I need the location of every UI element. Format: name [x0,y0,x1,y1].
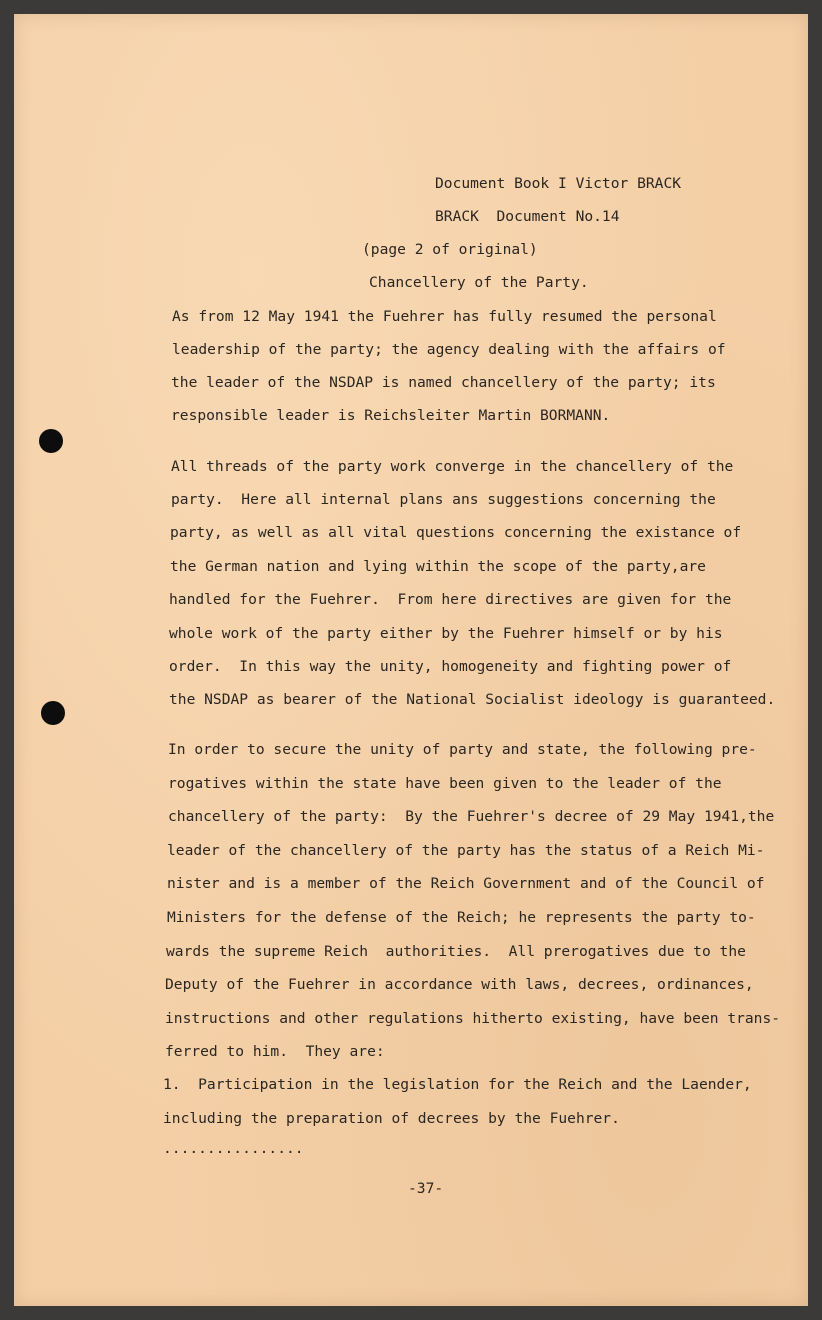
paragraph-line: Ministers for the defense of the Reich; he represents the party to- [167,909,756,926]
paragraph-line: leadership of the party; the agency dealing with the affairs of [172,341,726,358]
paragraph-line: order. In this way the unity, homogeneity and fighting power of [169,658,732,675]
section-title: Chancellery of the Party. [369,274,589,291]
document-page [14,14,808,1306]
paragraph-line: the German nation and lying within the scope of the party,are [170,558,706,575]
list-item-line: 1. Participation in the legislation for the Reich and the Laender, [163,1076,752,1093]
punch-hole-bottom [41,701,65,725]
punch-hole-top [39,429,63,453]
paragraph-line: chancellery of the party: By the Fuehrer's decree of 29 May 1941,the [168,808,775,825]
paragraph-line: As from 12 May 1941 the Fuehrer has fully resumed the personal [172,308,717,325]
paragraph-line: whole work of the party either by the Fuehrer himself or by his [169,625,723,642]
doc-book-reference: Document Book I Victor BRACK [435,175,682,192]
list-item-line: including the preparation of decrees by the Fuehrer. [163,1110,620,1127]
paragraph-line: the NSDAP as bearer of the National Socialist ideology is guaranteed. [169,691,776,708]
ellipsis-separator: ................ [163,1140,304,1157]
paragraph-line: leader of the chancellery of the party has the status of a Reich Mi- [167,842,765,859]
paragraph-line: instructions and other regulations hitherto existing, have been trans- [165,1010,781,1027]
paragraph-line: ferred to him. They are: [165,1043,385,1060]
doc-number: BRACK Document No.14 [435,208,620,225]
page-of-original: (page 2 of original) [362,241,538,258]
paragraph-line: the leader of the NSDAP is named chancellery of the party; its [171,374,716,391]
page-number: -37- [408,1180,444,1197]
paragraph-line: In order to secure the unity of party and state, the following pre- [168,741,757,758]
paragraph-line: rogatives within the state have been given to the leader of the [168,775,722,792]
paragraph-line: wards the supreme Reich authorities. All prerogatives due to the [166,943,746,960]
paragraph-line: handled for the Fuehrer. From here directives are given for the [169,591,732,608]
paragraph-line: party, as well as all vital questions concerning the existance of [170,524,742,541]
paragraph-line: nister and is a member of the Reich Government and of the Council of [167,875,765,892]
paragraph-line: responsible leader is Reichsleiter Martin BORMANN. [171,407,611,424]
paragraph-line: Deputy of the Fuehrer in accordance with laws, decrees, ordinances, [165,976,754,993]
paragraph-line: party. Here all internal plans ans suggestions concerning the [171,491,716,508]
paragraph-line: All threads of the party work converge in the chancellery of the [171,458,734,475]
